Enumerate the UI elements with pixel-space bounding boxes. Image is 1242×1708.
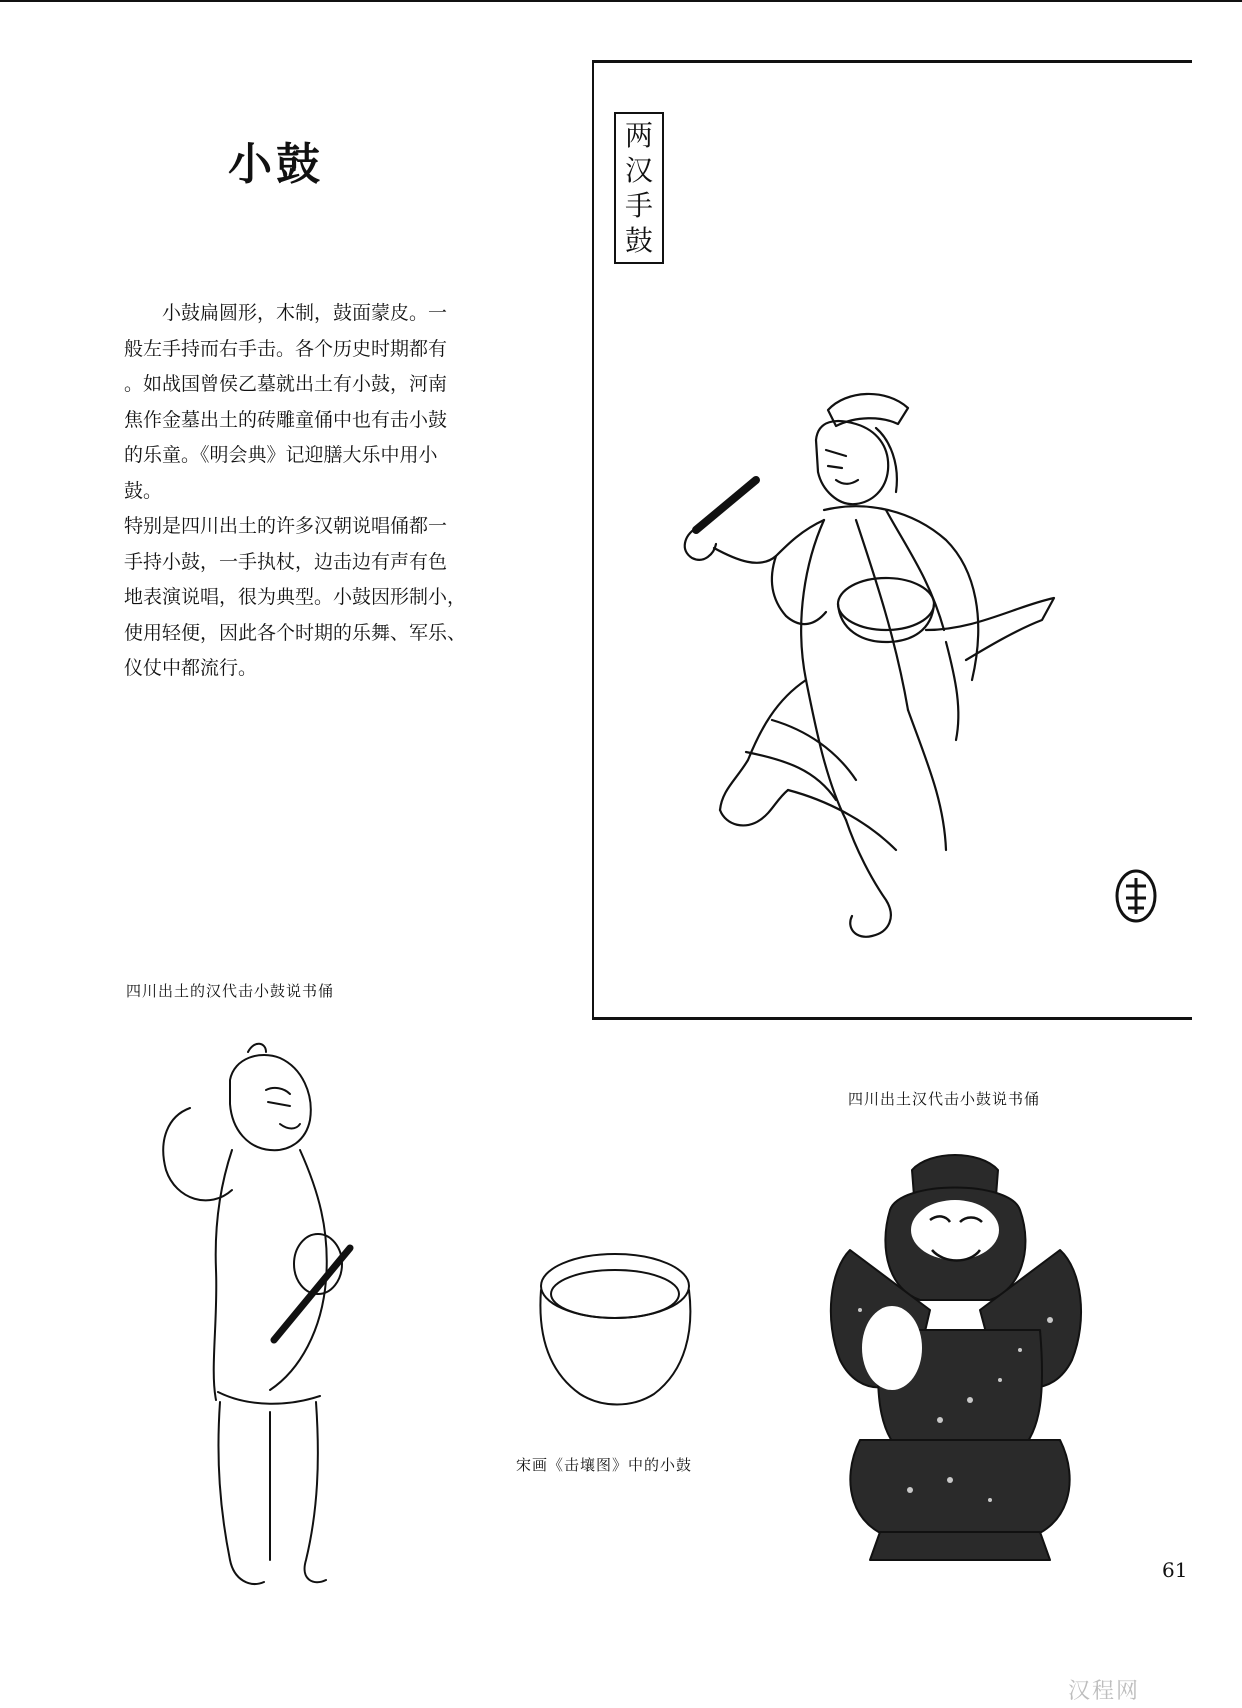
- drummer-ink-drawing: [676, 380, 1156, 950]
- paragraph-line: 。如战国曾侯乙墓就出土有小鼓，河南: [124, 373, 448, 395]
- paragraph-line: 仪仗中都流行。: [124, 657, 258, 679]
- seal-mark-icon: [1114, 868, 1158, 924]
- paragraph-line: 焦作金墓出土的砖雕童俑中也有击小鼓: [124, 408, 448, 431]
- left-figurine-drawing: [150, 1040, 390, 1600]
- paragraph-line: 手持小鼓，一手执杖，边击边有声有色: [124, 550, 448, 573]
- paragraph-line: 地表演说唱，很为典型。小鼓因形制小，: [124, 586, 467, 608]
- label-char: 两: [624, 118, 653, 152]
- paragraph-line: 般左手持而右手击。各个历史时期都有: [124, 337, 448, 360]
- song-drum-drawing: [532, 1250, 698, 1410]
- paragraph-line: 使用轻便，因此各个时期的乐舞、军乐、: [124, 621, 467, 644]
- paragraph-line: 小鼓扁圆形，木制，鼓面蒙皮。一: [162, 302, 448, 324]
- label-char: 鼓: [624, 223, 653, 257]
- top-rule: [0, 0, 1242, 2]
- right-figurine-drawing: [820, 1140, 1100, 1570]
- body-paragraph: [124, 296, 472, 687]
- label-char: 汉: [624, 153, 653, 187]
- paragraph-line: 特别是四川出土的许多汉朝说唱俑都一: [124, 515, 448, 537]
- paragraph-line: 的乐童。《明会典》记迎膳大乐中用小鼓。: [124, 444, 438, 502]
- site-watermark: 汉程网: [1068, 1679, 1141, 1704]
- page-number: 61: [1162, 1558, 1188, 1582]
- caption-right-figurine: 四川出土汉代击小鼓说书俑: [848, 1090, 1041, 1108]
- label-char: 手: [624, 188, 653, 222]
- caption-song-drum: 宋画《击壤图》中的小鼓: [516, 1456, 693, 1474]
- illustration-label: [614, 112, 664, 264]
- page-title: 小鼓: [228, 139, 324, 190]
- caption-left-figurine: 四川出土的汉代击小鼓说书俑: [126, 982, 335, 1000]
